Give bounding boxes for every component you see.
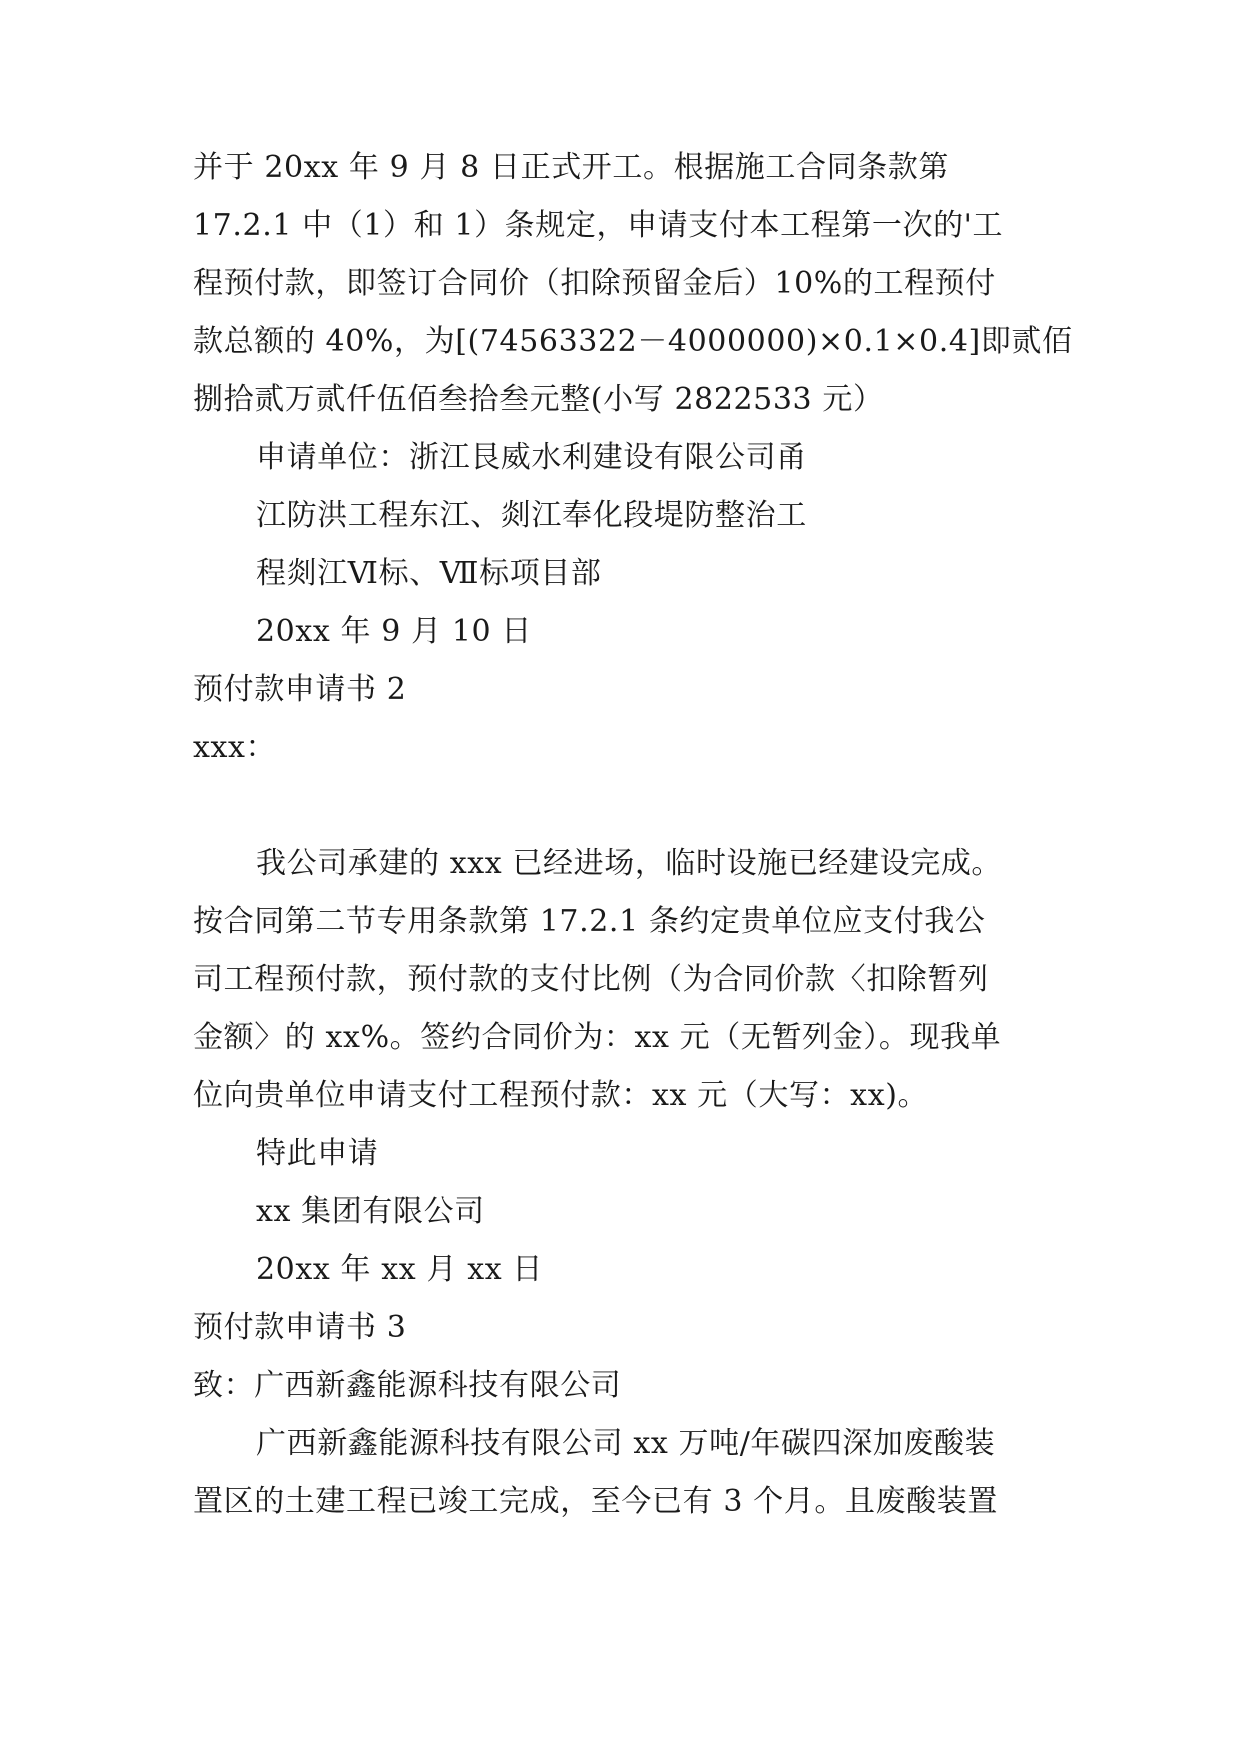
salutation: xxx： [193,730,277,765]
applicant-line: 程剡江Ⅵ标、Ⅶ标项目部 [256,556,602,591]
paragraph-line: 款总额的 40%，为[(74563322－4000000)×0.1×0.4]即贰佰 [193,324,1073,359]
date-line: 20xx 年 9 月 10 日 [256,614,532,649]
paragraph-line: 金额〉的 xx%。签约合同价为：xx 元（无暂列金）。现我单 [193,1020,1002,1055]
paragraph-line: 程预付款，即签订合同价（扣除预留金后）10%的工程预付 [193,266,996,301]
salutation: 致：广西新鑫能源科技有限公司 [193,1368,622,1403]
paragraph-line: 广西新鑫能源科技有限公司 xx 万吨/年碳四深加废酸装 [256,1426,996,1461]
date-line: 20xx 年 xx 月 xx 日 [256,1252,543,1287]
applicant-line: 申请单位：浙江艮威水利建设有限公司甬 [256,440,807,475]
paragraph-line: 位向贵单位申请支付工程预付款：xx 元（大写：xx)。 [193,1078,929,1113]
company-line: xx 集团有限公司 [256,1194,485,1229]
applicant-line: 江防洪工程东江、剡江奉化段堤防整治工 [256,498,807,533]
closing-line: 特此申请 [256,1136,379,1171]
section-title: 预付款申请书 3 [193,1310,407,1345]
paragraph-line: 司工程预付款，预付款的支付比例（为合同价款〈扣除暂列 [193,962,989,997]
paragraph-line: 捌拾贰万贰仟伍佰叁拾叁元整(小写 2822533 元） [193,382,884,417]
paragraph-line: 按合同第二节专用条款第 17.2.1 条约定贵单位应支付我公 [193,904,986,939]
section-title: 预付款申请书 2 [193,672,407,707]
paragraph-line: 我公司承建的 xxx 已经进场，临时设施已经建设完成。 [256,846,1003,881]
paragraph-line: 并于 20xx 年 9 月 8 日正式开工。根据施工合同条款第 [193,150,950,185]
paragraph-line: 置区的土建工程已竣工完成，至今已有 3 个月。且废酸装置 [193,1484,998,1519]
paragraph-line: 17.2.1 中（1）和 1）条规定，申请支付本工程第一次的'工 [193,208,1004,243]
